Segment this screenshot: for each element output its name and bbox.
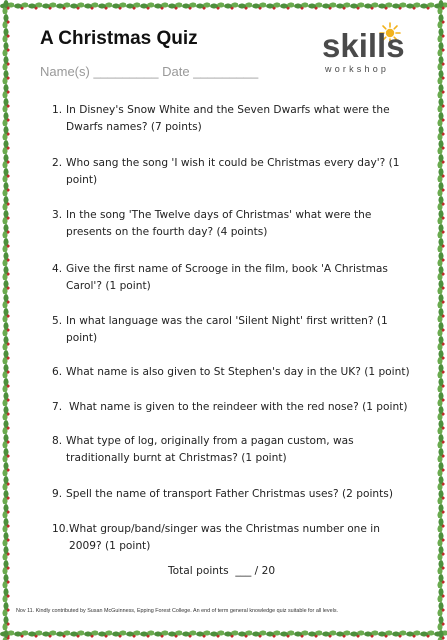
skills-workshop-logo: [322, 22, 412, 84]
question-number: 6.: [52, 366, 63, 378]
logo-subword: workshop: [325, 64, 390, 74]
question-number: 1.: [52, 104, 63, 116]
page-title: A Christmas Quiz: [40, 28, 198, 49]
question-text: What type of log, originally from a pagan custom, was traditionally burnt at Christmas? (1 point): [66, 435, 354, 464]
question-text: Who sang the song 'I wish it could be Christmas every day'? (1 point): [66, 157, 400, 186]
question-item: [52, 207, 412, 241]
question-item: [52, 261, 412, 295]
question-number: 9.: [52, 488, 63, 500]
question-number: 4.: [52, 263, 63, 275]
question-text: Spell the name of transport Father Christmas uses? (2 points): [66, 488, 393, 500]
question-item: [52, 364, 412, 381]
question-item: [52, 155, 412, 189]
question-item: [52, 521, 412, 555]
question-item: [52, 313, 412, 347]
question-item: [52, 399, 412, 416]
question-number: 5.: [52, 315, 63, 327]
question-number: 2.: [52, 157, 63, 169]
question-number: 10.: [52, 523, 69, 535]
question-number: 3.: [52, 209, 63, 221]
footer-credit: Nov 11. Kindly contributed by Susan McGuinness, Epping Forest College. An end of term general knowledge quiz suitable for all levels.: [16, 608, 339, 614]
question-text: What group/band/singer was the Christmas number one in 2009? (1 point): [69, 523, 380, 552]
holly-border-left: [0, 0, 12, 640]
name-date-line: Name(s) _________ Date _________: [40, 64, 259, 79]
question-number: 8.: [52, 435, 63, 447]
question-text: Give the first name of Scrooge in the film, book 'A Christmas Carol'? (1 point): [66, 263, 388, 292]
question-text: What name is given to the reindeer with the red nose? (1 point): [69, 401, 408, 413]
question-item: [52, 102, 412, 136]
question-number: 7.: [52, 401, 63, 413]
holly-border-right: [435, 0, 447, 640]
question-item: [52, 433, 412, 467]
question-text: In the song 'The Twelve days of Christmas' what were the presents on the fourth day? (4 points): [66, 209, 372, 238]
logo-wordmark: skills: [322, 27, 405, 64]
question-text: In Disney's Snow White and the Seven Dwarfs what were the Dwarfs names? (7 points): [66, 104, 390, 133]
holly-border-bottom: [0, 628, 447, 640]
question-text: In what language was the carol 'Silent Night' first written? (1 point): [66, 315, 388, 344]
total-points: Total points ___ / 20: [168, 565, 276, 577]
holly-border-top: [0, 0, 447, 12]
question-text: What name is also given to St Stephen's day in the UK? (1 point): [66, 366, 410, 378]
question-item: [52, 486, 412, 503]
